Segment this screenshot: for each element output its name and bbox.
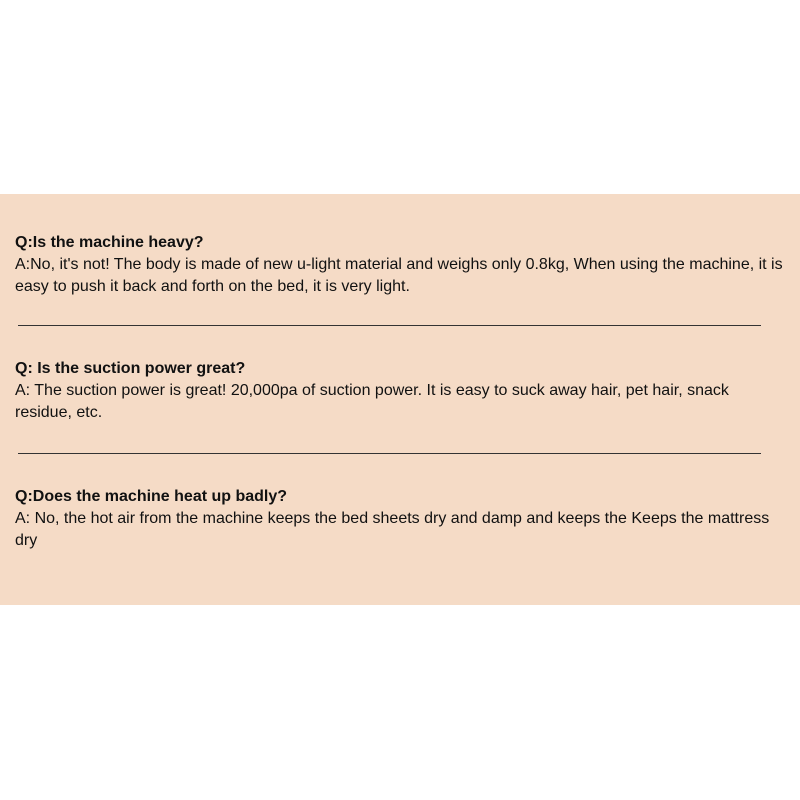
faq-panel	[0, 194, 800, 605]
faq-answer: A: No, the hot air from the machine keeps the bed sheets dry and damp and keeps the Keeps the mattress dry	[15, 510, 770, 549]
faq-divider	[18, 453, 761, 454]
faq-item	[15, 232, 785, 298]
faq-item	[15, 486, 785, 552]
faq-item	[15, 358, 785, 424]
faq-question: Q:Is the machine heavy?	[15, 234, 204, 251]
faq-divider	[18, 325, 761, 326]
faq-answer: A:No, it's not! The body is made of new u-light material and weighs only 0.8kg, When using the machine, it is easy to push it back and forth on the bed, it is very light.	[15, 256, 783, 295]
faq-question: Q: Is the suction power great?	[15, 360, 246, 377]
faq-question: Q:Does the machine heat up badly?	[15, 488, 288, 505]
faq-answer: A: The suction power is great! 20,000pa of suction power. It is easy to suck away hair, pet hair, snack residue, etc.	[15, 382, 729, 421]
